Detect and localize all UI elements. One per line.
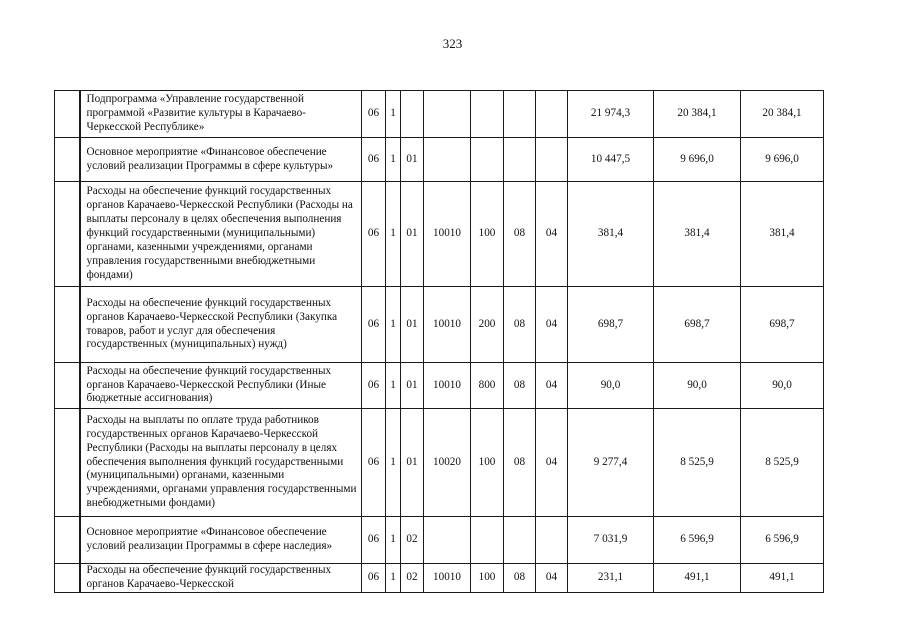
sum-year-2-cell: 8 525,9	[654, 409, 741, 517]
description-cell: Расходы на обеспечение функций государственных органов Карачаево-Черкесской Республики (Иные бюджетные ассигнования)	[80, 363, 362, 409]
section-cell	[504, 91, 536, 138]
expense-type-cell	[471, 517, 504, 564]
expense-type-cell: 200	[471, 287, 504, 363]
expense-type-cell: 100	[471, 564, 504, 593]
table-row	[55, 564, 824, 593]
description-cell: Расходы на обеспечение функций государственных органов Карачаево-Черкесской	[80, 564, 362, 593]
page-number: 323	[442, 36, 463, 51]
ministry-code-cell: 06	[362, 517, 386, 564]
row-number-cell	[55, 287, 80, 363]
direction-code-cell	[424, 138, 471, 182]
expense-type-cell: 100	[471, 182, 504, 287]
sum-year-1-cell: 381,4	[568, 182, 654, 287]
ministry-code-cell: 06	[362, 182, 386, 287]
description-cell: Расходы на обеспечение функций государственных органов Карачаево-Черкесской Республики (Закупка товаров, работ и услуг для обеспечения государственных (муниципальных) нужд)	[80, 287, 362, 363]
subsection-cell	[536, 91, 568, 138]
row-number-cell	[55, 363, 80, 409]
sum-year-3-cell: 6 596,9	[741, 517, 824, 564]
subsection-cell: 04	[536, 182, 568, 287]
description-cell: Расходы на обеспечение функций государственных органов Карачаево-Черкесской Республики (Расходы на выплаты персоналу в целях обеспечения выполнения функций государственными (муниципальными) органами, казенными учреждениями, органами управления государственными внебюджетными фондами)	[80, 182, 362, 287]
sum-year-3-cell: 698,7	[741, 287, 824, 363]
section-cell: 08	[504, 287, 536, 363]
row-number-cell	[55, 138, 80, 182]
sum-year-1-cell: 90,0	[568, 363, 654, 409]
subprogram-code-cell: 02	[401, 564, 424, 593]
table-row	[55, 287, 824, 363]
section-cell	[504, 138, 536, 182]
sum-year-3-cell: 90,0	[741, 363, 824, 409]
ministry-code-cell: 06	[362, 409, 386, 517]
direction-code-cell: 10010	[424, 564, 471, 593]
direction-code-cell: 10010	[424, 363, 471, 409]
description-cell: Основное мероприятие «Финансовое обеспечение условий реализации Программы в сфере наследия»	[80, 517, 362, 564]
row-number-cell	[55, 564, 80, 593]
section-cell: 08	[504, 182, 536, 287]
table-body	[55, 91, 824, 593]
section-cell: 08	[504, 564, 536, 593]
program-code-cell: 1	[386, 182, 401, 287]
program-code-cell: 1	[386, 564, 401, 593]
program-code-cell: 1	[386, 363, 401, 409]
subsection-cell: 04	[536, 363, 568, 409]
row-number-cell	[55, 91, 80, 138]
sum-year-1-cell: 9 277,4	[568, 409, 654, 517]
section-cell: 08	[504, 409, 536, 517]
ministry-code-cell: 06	[362, 287, 386, 363]
sum-year-2-cell: 9 696,0	[654, 138, 741, 182]
table-row	[55, 517, 824, 564]
sum-year-1-cell: 698,7	[568, 287, 654, 363]
table-row	[55, 91, 824, 138]
subprogram-code-cell: 01	[401, 138, 424, 182]
sum-year-3-cell: 381,4	[741, 182, 824, 287]
program-code-cell: 1	[386, 517, 401, 564]
subprogram-code-cell: 01	[401, 182, 424, 287]
ministry-code-cell: 06	[362, 564, 386, 593]
subprogram-code-cell: 01	[401, 287, 424, 363]
expense-type-cell	[471, 91, 504, 138]
row-number-cell	[55, 409, 80, 517]
subprogram-code-cell	[401, 91, 424, 138]
direction-code-cell: 10010	[424, 287, 471, 363]
program-code-cell: 1	[386, 287, 401, 363]
sum-year-3-cell: 491,1	[741, 564, 824, 593]
row-number-cell	[55, 182, 80, 287]
ministry-code-cell: 06	[362, 138, 386, 182]
sum-year-2-cell: 90,0	[654, 363, 741, 409]
table-row	[55, 138, 824, 182]
direction-code-cell	[424, 517, 471, 564]
subsection-cell: 04	[536, 564, 568, 593]
sum-year-2-cell: 20 384,1	[654, 91, 741, 138]
subprogram-code-cell: 02	[401, 517, 424, 564]
subprogram-code-cell: 01	[401, 363, 424, 409]
program-code-cell: 1	[386, 409, 401, 517]
sum-year-2-cell: 698,7	[654, 287, 741, 363]
description-cell: Основное мероприятие «Финансовое обеспечение условий реализации Программы в сфере культуры»	[80, 138, 362, 182]
expense-type-cell	[471, 138, 504, 182]
direction-code-cell: 10020	[424, 409, 471, 517]
description-cell: Расходы на выплаты по оплате труда работников государственных органов Карачаево-Черкесской Республики (Расходы на выплаты персоналу в целях обеспечения выполнения функций государственными (муниципальными) органами, казенными учреждениями, органами управления государственными внебюджетными фондами)	[80, 409, 362, 517]
ministry-code-cell: 06	[362, 363, 386, 409]
program-code-cell: 1	[386, 91, 401, 138]
table-row	[55, 182, 824, 287]
sum-year-3-cell: 9 696,0	[741, 138, 824, 182]
table-row	[55, 409, 824, 517]
subsection-cell	[536, 517, 568, 564]
sum-year-1-cell: 7 031,9	[568, 517, 654, 564]
direction-code-cell: 10010	[424, 182, 471, 287]
direction-code-cell	[424, 91, 471, 138]
ministry-code-cell: 06	[362, 91, 386, 138]
expense-type-cell: 100	[471, 409, 504, 517]
subsection-cell: 04	[536, 409, 568, 517]
subsection-cell: 04	[536, 287, 568, 363]
row-number-cell	[55, 517, 80, 564]
sum-year-1-cell: 10 447,5	[568, 138, 654, 182]
table-row	[55, 363, 824, 409]
sum-year-2-cell: 381,4	[654, 182, 741, 287]
program-code-cell: 1	[386, 138, 401, 182]
sum-year-1-cell: 21 974,3	[568, 91, 654, 138]
section-cell: 08	[504, 363, 536, 409]
sum-year-3-cell: 8 525,9	[741, 409, 824, 517]
expense-type-cell: 800	[471, 363, 504, 409]
sum-year-1-cell: 231,1	[568, 564, 654, 593]
section-cell	[504, 517, 536, 564]
sum-year-3-cell: 20 384,1	[741, 91, 824, 138]
description-cell: Подпрограмма «Управление государственной программой «Развитие культуры в Карачаево-Черкесской Республике»	[80, 91, 362, 138]
sum-year-2-cell: 6 596,9	[654, 517, 741, 564]
subprogram-code-cell: 01	[401, 409, 424, 517]
budget-table	[54, 90, 824, 593]
sum-year-2-cell: 491,1	[654, 564, 741, 593]
subsection-cell	[536, 138, 568, 182]
